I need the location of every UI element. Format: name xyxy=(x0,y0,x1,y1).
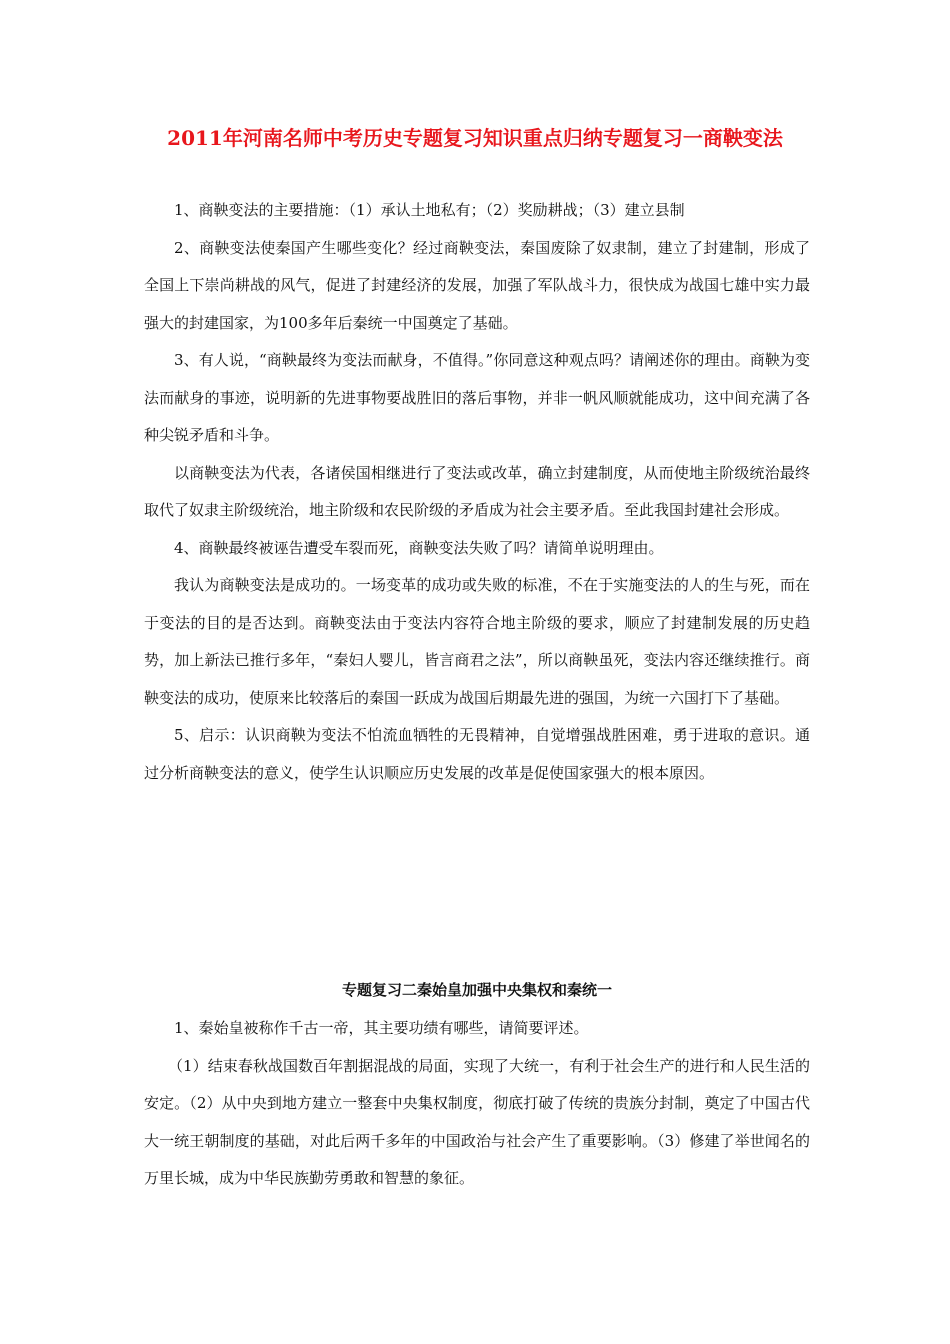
paragraph-measures: 1、商鞅变法的主要措施：（1）承认土地私有；（2）奖励耕战；（3）建立县制 xyxy=(174,201,685,219)
paragraph-inspiration: 5、启示：认识商鞅为变法不怕流血牺牲的无畏精神，自觉增强战胜困难，勇于进取的意识。通过分析商鞅变法的意义，使学生认识顺应历史发展的改革是促使国家强大的根本原因。 xyxy=(144,726,810,782)
section-1-body xyxy=(144,192,810,792)
paragraph-feudal-formation: 以商鞅变法为代表，各诸侯国相继进行了变法或改革，确立封建制度，从而使地主阶级统治最终取代了奴隶主阶级统治，地主阶级和农民阶级的矛盾成为社会主要矛盾。至此我国封建社会形成。 xyxy=(144,463,810,519)
paragraph-opinion: 3、有人说，“商鞅最终为变法而献身，不值得。”你同意这种观点吗？请阐述你的理由。商鞅为变法而献身的事迹，说明新的先进事物要战胜旧的落后事物，并非一帆风顺就能成功，这中间充满了各种尖锐矛盾和斗争。 xyxy=(144,351,810,444)
section-2-body xyxy=(144,1010,810,1198)
section-2-heading: 专题复习二秦始皇加强中央集权和秦统一 xyxy=(341,981,612,999)
paragraph-question-4: 4、商鞅最终被诬告遭受车裂而死，商鞅变法失败了吗？请简单说明理由。 xyxy=(174,538,664,557)
document-title: 2011年河南名师中考历史专题复习知识重点归纳专题复习一商鞅变法 xyxy=(167,126,783,150)
paragraph-answer-4: 我认为商鞅变法是成功的。一场变革的成功或失败的标准，不在于实施变法的人的生与死，而在于变法的目的是否达到。商鞅变法由于变法内容符合地主阶级的要求，顺应了封建制发展的历史趋势，加上新法已推行多年，“秦妇人婴儿，皆言商君之法”，所以商鞅虽死，变法内容还继续推行。商鞅变法的成功，使原来比较落后的秦国一跃成为战国后期最先进的强国，为统一六国打下了基础。 xyxy=(144,576,810,707)
paragraph-answer-qin: （1）结束春秋战国数百年割据混战的局面，实现了大统一，有利于社会生产的进行和人民生活的安定。（2）从中央到地方建立一整套中央集权制度，彻底打破了传统的贵族分封制，奠定了中国古代大一统王朝制度的基础，对此后两千多年的中国政治与社会产生了重要影响。（3）修建了举世闻名的万里长城，成为中华民族勤劳勇敢和智慧的象征。 xyxy=(144,1056,810,1187)
paragraph-question-qin: 1、秦始皇被称作千古一帝，其主要功绩有哪些，请简要评述。 xyxy=(174,1019,589,1037)
paragraph-changes: 2、商鞅变法使秦国产生哪些变化？经过商鞅变法，秦国废除了奴隶制，建立了封建制，形成了全国上下崇尚耕战的风气，促进了封建经济的发展，加强了军队战斗力，很快成为战国七雄中实力最强大的封建国家，为100多年后秦统一中国奠定了基础。 xyxy=(144,238,810,332)
